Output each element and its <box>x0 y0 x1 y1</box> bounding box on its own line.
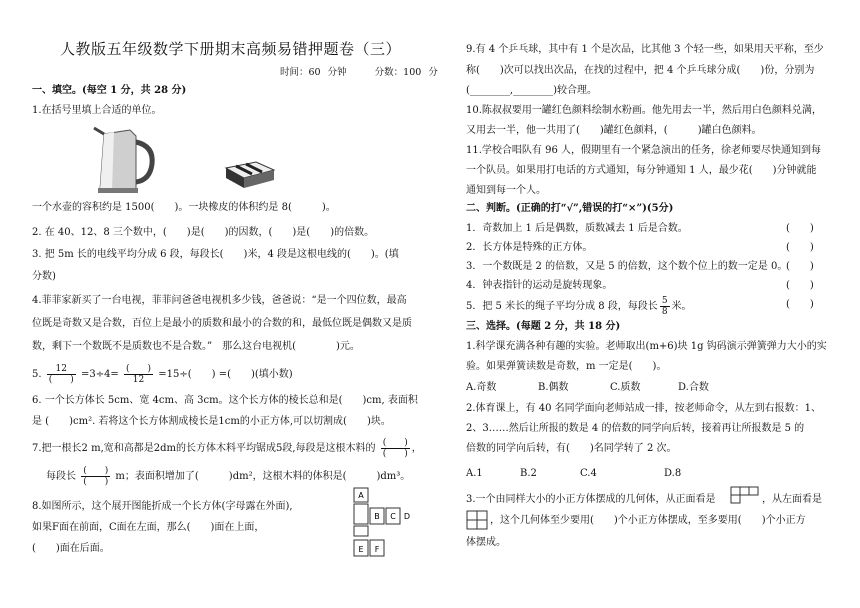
page-title: 人教版五年级数学下册期末高频易错押题卷（三） <box>60 40 402 58</box>
numerator: ( ) <box>83 466 109 476</box>
judge-answer-paren-4[interactable]: ( ) <box>786 280 814 291</box>
choice-q2-option-b[interactable]: B.2 <box>520 468 537 479</box>
question-11-line3: 通知到每一个人。 <box>466 185 546 196</box>
question-2: 2. 在 40、12、8 三个数中，( )是( )的因数，( )是( )的倍数。 <box>32 227 375 238</box>
judge-item-1: 1．奇数加上 1 后是偶数，质数减去 1 后是合数。 <box>466 223 688 234</box>
choice-question-3-line3: 体摆成。 <box>466 537 506 548</box>
q7-tail: m；表面积增加了( )dm²，这根木料的体积是( )dm³。 <box>115 471 411 482</box>
question-6-line1: 6. 一个长方体长 5cm、宽 4cm、高 3cm。这个长方体的棱长总和是( )cm, 表面积 <box>32 395 418 406</box>
choice-question-3-line2: ，这个几何体至少要用( )个小正方体摆成，至多要用( )个小正方 <box>490 515 806 526</box>
question-9-line2: 称( )次可以找出次品，在找的过程中，把 4 个乒乓球分成( )份，分别为 <box>466 65 815 76</box>
net-label-f: F <box>374 545 380 554</box>
numerator: ( ) <box>126 364 152 374</box>
question-4-line2: 位既是奇数又是合数，百位上是最小的质数和最小的合数的和，最低位既是偶数又是质 <box>32 318 412 329</box>
q5-mid: =3÷4= <box>80 369 119 380</box>
choice-q1-option-d[interactable]: D.合数 <box>678 382 709 393</box>
net-label-d: D <box>403 512 411 521</box>
fraction <box>660 296 670 317</box>
q5-tail: =15÷( ) =( )(填小数) <box>158 369 293 380</box>
denominator: 12 <box>132 375 145 385</box>
net-label-b: B <box>374 512 380 521</box>
judge-answer-paren-3[interactable]: ( ) <box>786 261 814 272</box>
exam-meta <box>280 64 438 78</box>
judge-item-5 <box>466 296 692 317</box>
numerator: 5 <box>661 296 668 306</box>
question-1-answer: 一个水壶的容积约是 1500( )。一块橡皮的体积约是 8( )。 <box>32 202 336 213</box>
judge-item-4: 4．钟表指针的运动是旋转现象。 <box>466 280 613 291</box>
choice-q2-option-c[interactable]: C.4 <box>580 468 597 479</box>
choice-q1-option-c[interactable]: C.质数 <box>610 382 641 393</box>
choice-q1-option-a[interactable]: A.奇数 <box>466 382 497 393</box>
judge-item-5-text: 5．把 5 米长的绳子平均分成 8 段，每段长 <box>466 301 658 312</box>
question-3-line2: 分数) <box>32 271 56 282</box>
kettle-image <box>90 124 160 196</box>
question-4-line3: 数，剩下一个数既不是质数也不是合数。” 那么这台电视机( )元。 <box>32 341 360 352</box>
denominator: ( ) <box>83 477 109 487</box>
q7-prefix: 每段长 <box>46 471 76 482</box>
net-label-a: A <box>358 491 364 500</box>
fraction <box>47 364 76 385</box>
judge-item-5-unit: 米。 <box>671 301 692 312</box>
question-8-line1: 8.如图所示，这个展开图能折成一个长方体(字母露在外面), <box>32 501 293 512</box>
fraction <box>381 438 410 459</box>
numerator: ( ) <box>382 438 408 448</box>
denominator: ( ) <box>48 375 74 385</box>
net-label-c: C <box>390 512 396 521</box>
question-10-line2: 又用去一半，他一共用了( )罐红色颜料，( )罐白色颜料。 <box>466 125 762 136</box>
section-judge-heading: 二、判断。(正确的打“√”,错误的打“×”)(5分) <box>466 203 674 214</box>
choice-q2-option-d[interactable]: D.8 <box>664 468 682 479</box>
section-choice-heading: 三、选择。(每题 2 分，共 18 分) <box>466 321 621 332</box>
choice-question-2-line3: 倍数的同学向后转，有( )名同学转了 2 次。 <box>466 443 677 454</box>
choice-question-1-line1: 1.科学课充满各种有趣的实验。老师取出(m+6)块 1g 钩码演示弹簧弹力大小的实 <box>466 341 827 352</box>
question-7-line2 <box>46 466 410 487</box>
denominator: 8 <box>661 307 668 317</box>
question-11-line2: 一个队员。如果用打电话的方式通知，每分钟通知 1 人，最少花( )分钟就能 <box>466 165 817 176</box>
judge-answer-paren-5[interactable]: ( ) <box>786 299 814 310</box>
eraser-image <box>222 154 278 190</box>
judge-item-2: 2．长方体是特殊的正方体。 <box>466 242 593 253</box>
question-6-line2: 是 ( )cm². 若将这个长方体割成棱长是1cm的小正方体,可以切割成( )块。 <box>32 416 391 427</box>
fraction <box>81 466 110 487</box>
question-9-line3: (________,________)较合理。 <box>466 85 597 96</box>
question-11-line1: 11.学校合唱队有 96 人，假期里有一个紧急演出的任务，徐老师要尽快通知到每 <box>466 145 821 156</box>
question-8-line2: 如果F面在前面，C面在左面，那么( )面在上面， <box>32 522 265 533</box>
section-fill-heading: 一、填空。(每空 1 分，共 28 分) <box>32 85 187 96</box>
time-label: 时间：60 分钟 <box>280 67 347 78</box>
question-4-line1: 4.菲菲家新买了一台电视，菲菲问爸爸电视机多少钱，爸爸说：“是一个四位数，最高 <box>32 295 407 306</box>
judge-answer-paren-1[interactable]: ( ) <box>786 223 814 234</box>
choice-q1-option-b[interactable]: B.偶数 <box>538 382 569 393</box>
choice-question-2-line1: 2.体育课上，有 40 名同学面向老师站成一排，按老师命令，从左到右报数：1、 <box>466 403 821 414</box>
question-10-line1: 10.陈叔叔要用一罐红色颜料绘制水粉画。他先用去一半，然后用白色颜料兑满， <box>466 105 822 116</box>
judge-item-3: 3．一个数既是 2 的倍数，又是 5 的倍数，这个数个位上的数一定是 0。 <box>466 261 788 272</box>
choice-question-3-line1: 3.一个由同样大小的小正方体摆成的几何体，从正面看是 <box>466 494 716 505</box>
q7-text: 7.把一根长2 m,宽和高都是2dm的长方体木料平均锯成5段,每段是这根木料的 <box>32 443 376 454</box>
q5-prefix: 5. <box>32 369 42 380</box>
question-7-line1: 7.把一根长2 m,宽和高都是2dm的长方体木料平均锯成5段,每段是这根木料的 $\frac{( )}{( )}$ ， <box>32 438 422 459</box>
choice-question-3-mid: ，从左面看是 <box>762 494 822 505</box>
choice-question-1-line2: 验。如果弹簧读数是奇数，m 一定是( )。 <box>466 361 667 372</box>
numerator: 12 <box>47 364 76 375</box>
left-view-icon <box>466 510 488 530</box>
denominator: ( ) <box>382 449 408 459</box>
cuboid-net-diagram <box>340 486 420 558</box>
net-label-e: E <box>358 545 364 554</box>
judge-answer-paren-2[interactable]: ( ) <box>786 242 814 253</box>
question-9-line1: 9.有 4 个乒乓球，其中有 1 个是次品，比其他 3 个轻一些，如果用天平称，至少 <box>466 44 824 55</box>
fraction <box>124 364 153 385</box>
score-label: 分数：100 分 <box>374 67 438 78</box>
question-1: 1.在括号里填上合适的单位。 <box>32 105 162 116</box>
question-8-line3: ( )面在后面。 <box>32 543 110 554</box>
choice-question-2-line2: 2、3……然后让所报的数是 4 的倍数的同学向后转，接着再让所报数是 5 的 <box>466 423 805 434</box>
front-view-icon <box>730 486 760 504</box>
question-5 <box>32 364 293 385</box>
choice-q2-option-a[interactable]: A.1 <box>466 468 483 479</box>
question-3-line1: 3. 把 5m 长的电线平均分成 6 段，每段长( )米，4 段是这根电线的( )。(填 <box>32 249 399 260</box>
